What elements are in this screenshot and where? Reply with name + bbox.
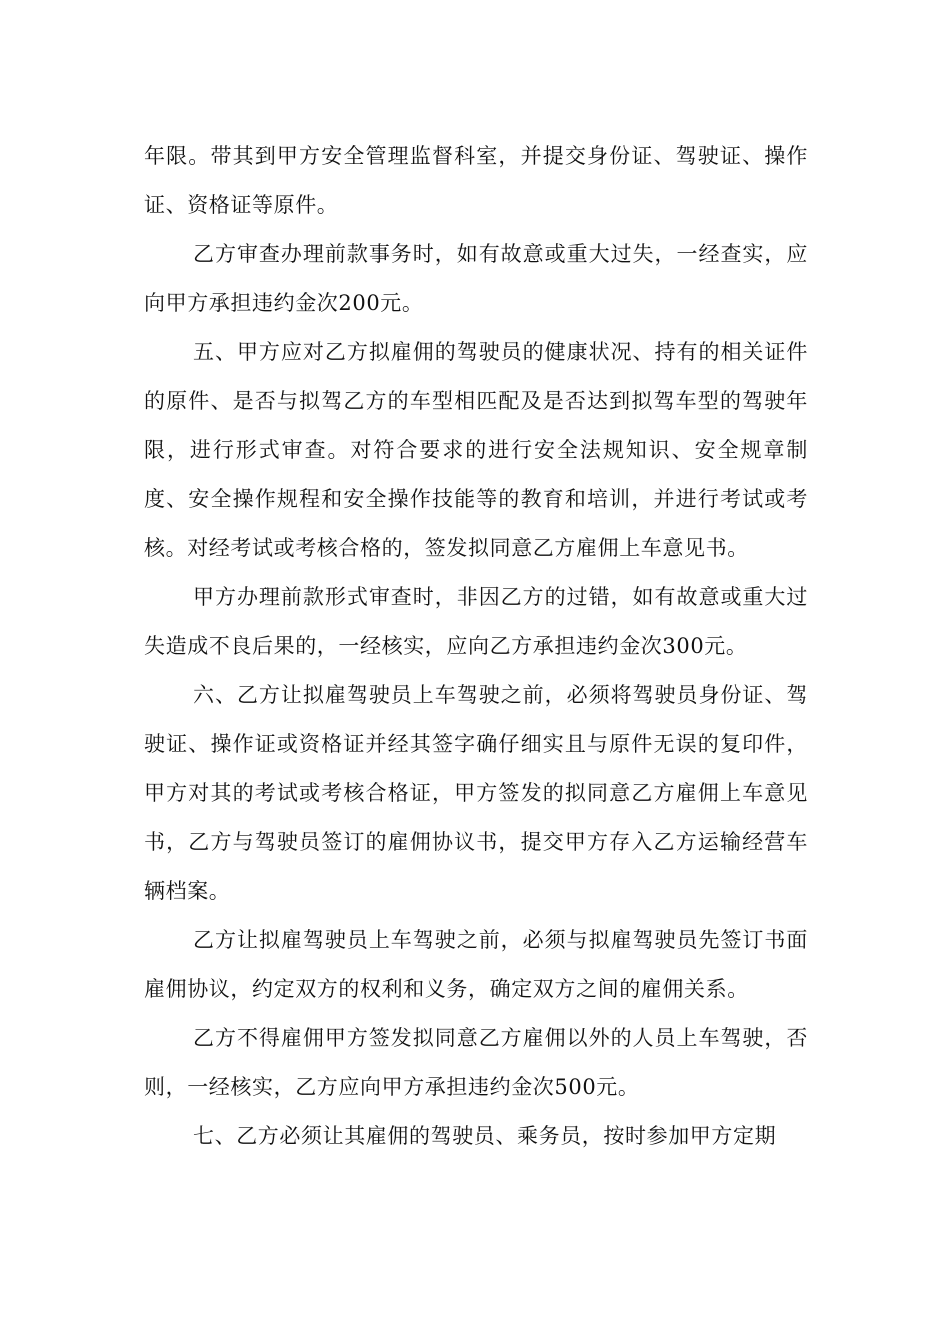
paragraph-employment-agreement: 乙方让拟雇驾驶员上车驾驶之前，必须与拟雇驾驶员先签订书面雇佣协议，约定双方的权利和义务，确定双方之间的雇佣关系。	[144, 928, 808, 1001]
paragraph-unauthorized-driver-penalty: 乙方不得雇佣甲方签发拟同意乙方雇佣以外的人员上车驾驶，否则，一经核实，乙方应向甲方承担违约金次500元。	[144, 1026, 808, 1099]
paragraph-clause-five-penalty: 甲方办理前款形式审查时，非因乙方的过错，如有故意或重大过失造成不良后果的，一经核实，应向乙方承担违约金次300元。	[144, 585, 808, 658]
paragraph-continuation: 年限。带其到甲方安全管理监督科室，并提交身份证、驾驶证、操作证、资格证等原件。	[144, 144, 808, 217]
paragraph-clause-seven: 七、乙方必须让其雇佣的驾驶员、乘务员，按时参加甲方定期	[193, 1124, 777, 1148]
paragraph-clause-five: 五、甲方应对乙方拟雇佣的驾驶员的健康状况、持有的相关证件的原件、是否与拟驾乙方的车型相匹配及是否达到拟驾车型的驾驶年限，进行形式审查。对符合要求的进行安全法规知识、安全规章制度、安全操作规程和安全操作技能等的教育和培训，并进行考试或考核。对经考试或考核合格的，签发拟同意乙方雇佣上车意见书。	[144, 340, 808, 560]
paragraph-review-penalty: 乙方审查办理前款事务时，如有故意或重大过失，一经查实，应向甲方承担违约金次200元。	[144, 242, 808, 315]
paragraph-clause-six: 六、乙方让拟雇驾驶员上车驾驶之前，必须将驾驶员身份证、驾驶证、操作证或资格证并经其签字确仔细实且与原件无误的复印件，甲方对其的考试或考核合格证，甲方签发的拟同意乙方雇佣上车意见书，乙方与驾驶员签订的雇佣协议书，提交甲方存入乙方运输经营车辆档案。	[144, 683, 808, 903]
document-body	[144, 132, 808, 1161]
